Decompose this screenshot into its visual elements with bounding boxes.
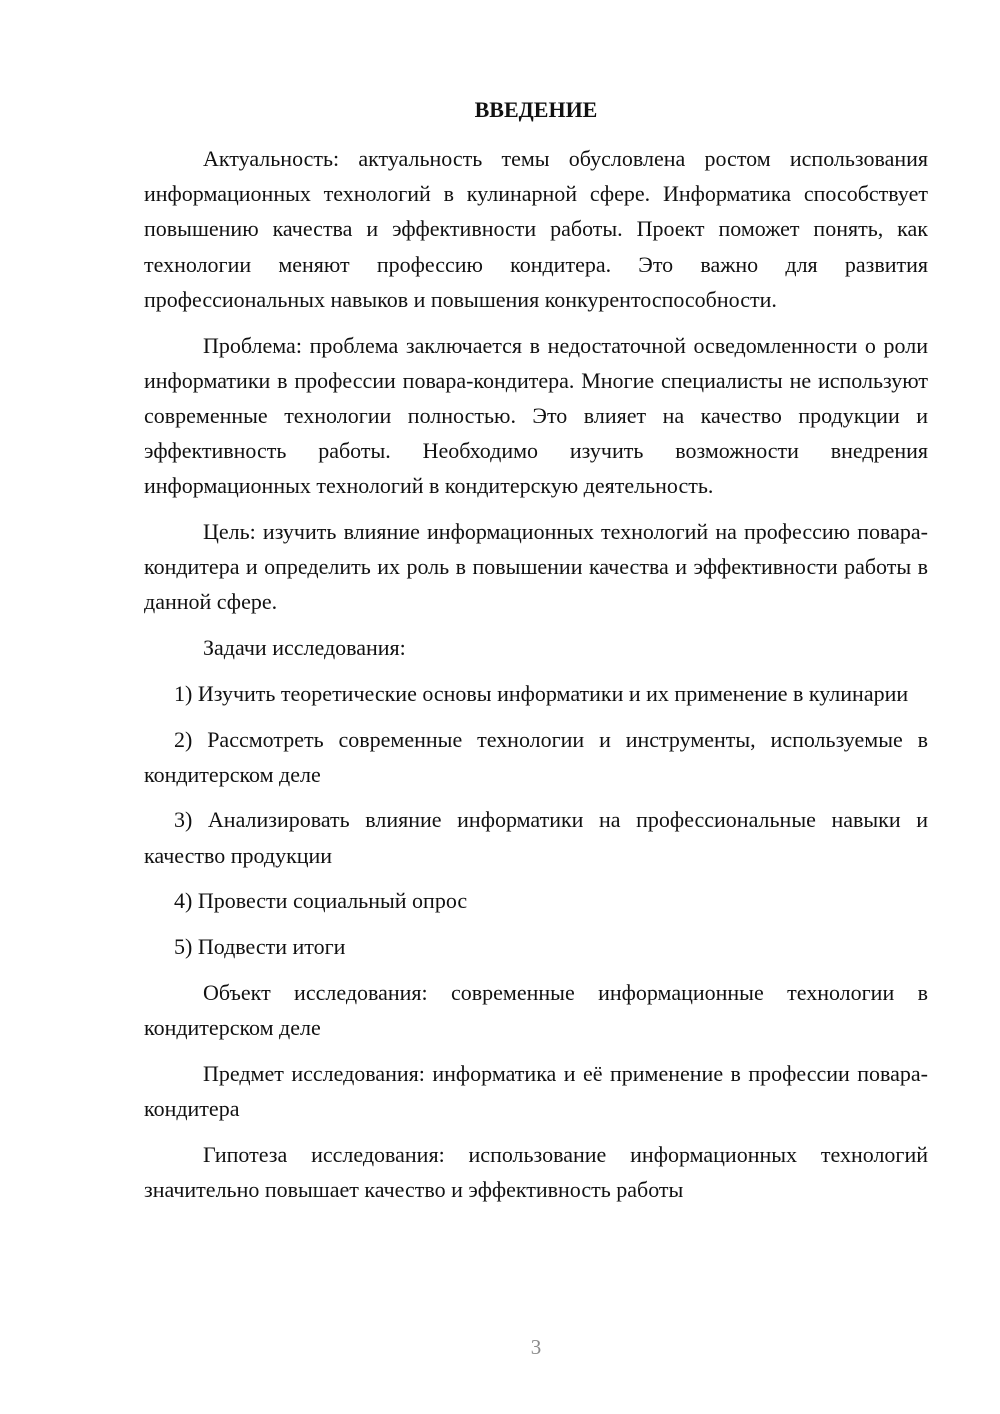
paragraph-object: Объект исследования: современные информационные технологии в кондитерском деле (144, 979, 928, 1040)
paragraph-tasks-heading: Задачи исследования: (203, 635, 406, 661)
task-item: 4) Провести социальный опрос (174, 888, 468, 914)
paragraph-subject: Предмет исследования: информатика и её применение в профессии повара-кондитера (144, 1060, 928, 1121)
paragraph-goal: Цель: изучить влияние информационных технологий на профессию повара-кондитера и определить их роль в повышении качества и эффективности работы в данной сфере. (144, 519, 928, 615)
page-number: 3 (530, 1335, 542, 1359)
paragraph-hypothesis: Гипотеза исследования: использование информационных технологий значительно повышает качество и эффективность работы (144, 1141, 928, 1202)
document-body (144, 141, 928, 1217)
task-item: 5) Подвести итоги (174, 934, 346, 960)
paragraph-relevance: Актуальность: актуальность темы обусловлена ростом использования информационных технологий в кулинарной сфере. Информатика способствует повышению качества и эффективности работы. Проект поможет понять, как технологии меняют профессию кондитера. Это важно для развития профессиональных навыков и повышения конкурентоспособности. (144, 146, 928, 312)
paragraph-problem: Проблема: проблема заключается в недостаточной осведомленности о роли информатики в профессии повара-кондитера. Многие специалисты не используют современные технологии полностью. Это влияет на качество продукции и эффективность работы. Необходимо изучить возможности внедрения информационных технологий в кондитерскую деятельность. (144, 332, 928, 499)
task-item: 1) Изучить теоретические основы информатики и их применение в кулинарии (174, 680, 909, 706)
task-item: 2) Рассмотреть современные технологии и инструменты, используемые в кондитерском деле (144, 726, 928, 787)
task-item: 3) Анализировать влияние информатики на профессиональные навыки и качество продукции (144, 807, 928, 868)
section-heading: ВВЕДЕНИЕ (474, 97, 598, 122)
document-page (144, 0, 928, 1414)
